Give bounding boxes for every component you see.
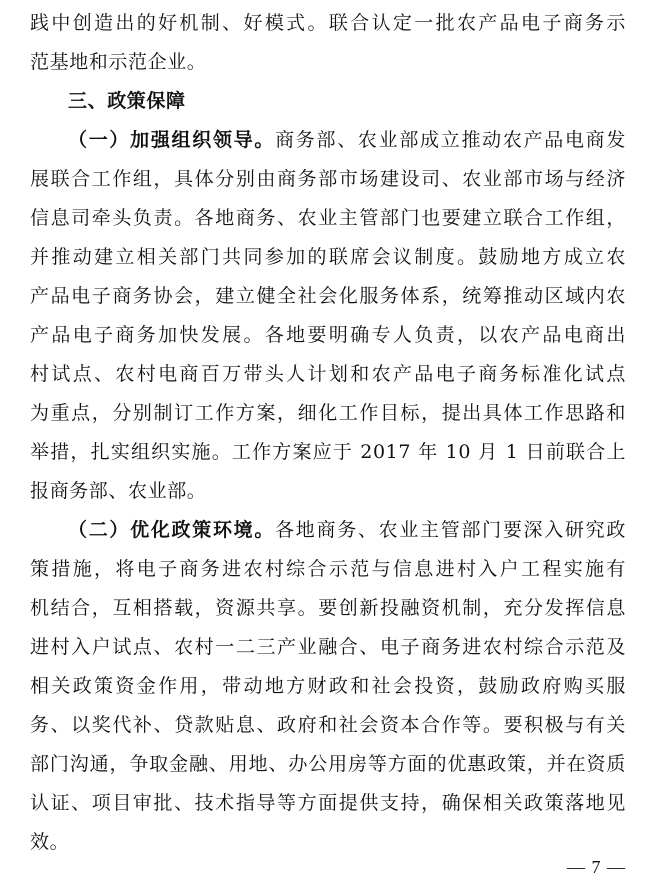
paragraph-line: 部门沟通，争取金融、用地、办公用房等方面的优惠政策，并在资质 (30, 753, 626, 775)
paragraph-line: 效。 (30, 831, 70, 853)
paragraph-line: 机结合，互相搭载，资源共享。要创新投融资机制，充分发挥信息 (30, 597, 626, 619)
paragraph-line: 务、以奖代补、贷款贴息、政府和社会资本合作等。要积极与有关 (30, 714, 626, 736)
paragraph-line: 信息司牵头负责。各地商务、农业主管部门也要建立联合工作组， (30, 207, 626, 229)
paragraph-line: 举措，扎实组织实施。工作方案应于 2017 年 10 月 1 日前联合上 (30, 441, 626, 463)
subsection-heading: （一）加强组织领导。 (68, 129, 276, 151)
paragraph-line: 范基地和示范企业。 (30, 51, 207, 73)
paragraph-line (30, 511, 626, 550)
section-heading: 三、政策保障 (68, 90, 186, 112)
paragraph-line: 展联合工作组，具体分别由商务部市场建设司、农业部市场与经济 (30, 168, 626, 190)
paragraph-line: 为重点，分别制订工作方案，细化工作目标，提出具体工作思路和 (30, 402, 626, 424)
paragraph-line: 产品电子商务协会，建立健全社会化服务体系，统筹推动区域内农 (30, 285, 626, 307)
paragraph-text: 各地商务、农业主管部门要深入研究政 (275, 519, 626, 541)
document-body (30, 4, 626, 862)
paragraph-line: 产品电子商务加快发展。各地要明确专人负责，以农产品电商出 (30, 324, 626, 346)
paragraph-line: 认证、项目审批、技术指导等方面提供支持，确保相关政策落地见 (30, 792, 626, 814)
paragraph-line: 报商务部、农业部。 (30, 480, 207, 502)
paragraph-line: 村试点、农村电商百万带头人计划和农产品电子商务标准化试点 (30, 363, 626, 385)
paragraph-line (30, 121, 626, 160)
paragraph-line: 践中创造出的好机制、好模式。联合认定一批农产品电子商务示 (30, 12, 626, 34)
paragraph-line: 进村入户试点、农村一二三产业融合、电子商务进农村综合示范及 (30, 636, 626, 658)
paragraph-line: 并推动建立相关部门共同参加的联席会议制度。鼓励地方成立农 (30, 246, 626, 268)
paragraph-text: 商务部、农业部成立推动农产品电商发 (275, 129, 626, 151)
page-number: — 7 — (567, 857, 626, 877)
subsection-heading: （二）优化政策环境。 (68, 519, 276, 541)
paragraph-line: 相关政策资金作用，带动地方财政和社会投资，鼓励政府购买服 (30, 675, 626, 697)
paragraph-line: 策措施，将电子商务进农村综合示范与信息进村入户工程实施有 (30, 558, 626, 580)
